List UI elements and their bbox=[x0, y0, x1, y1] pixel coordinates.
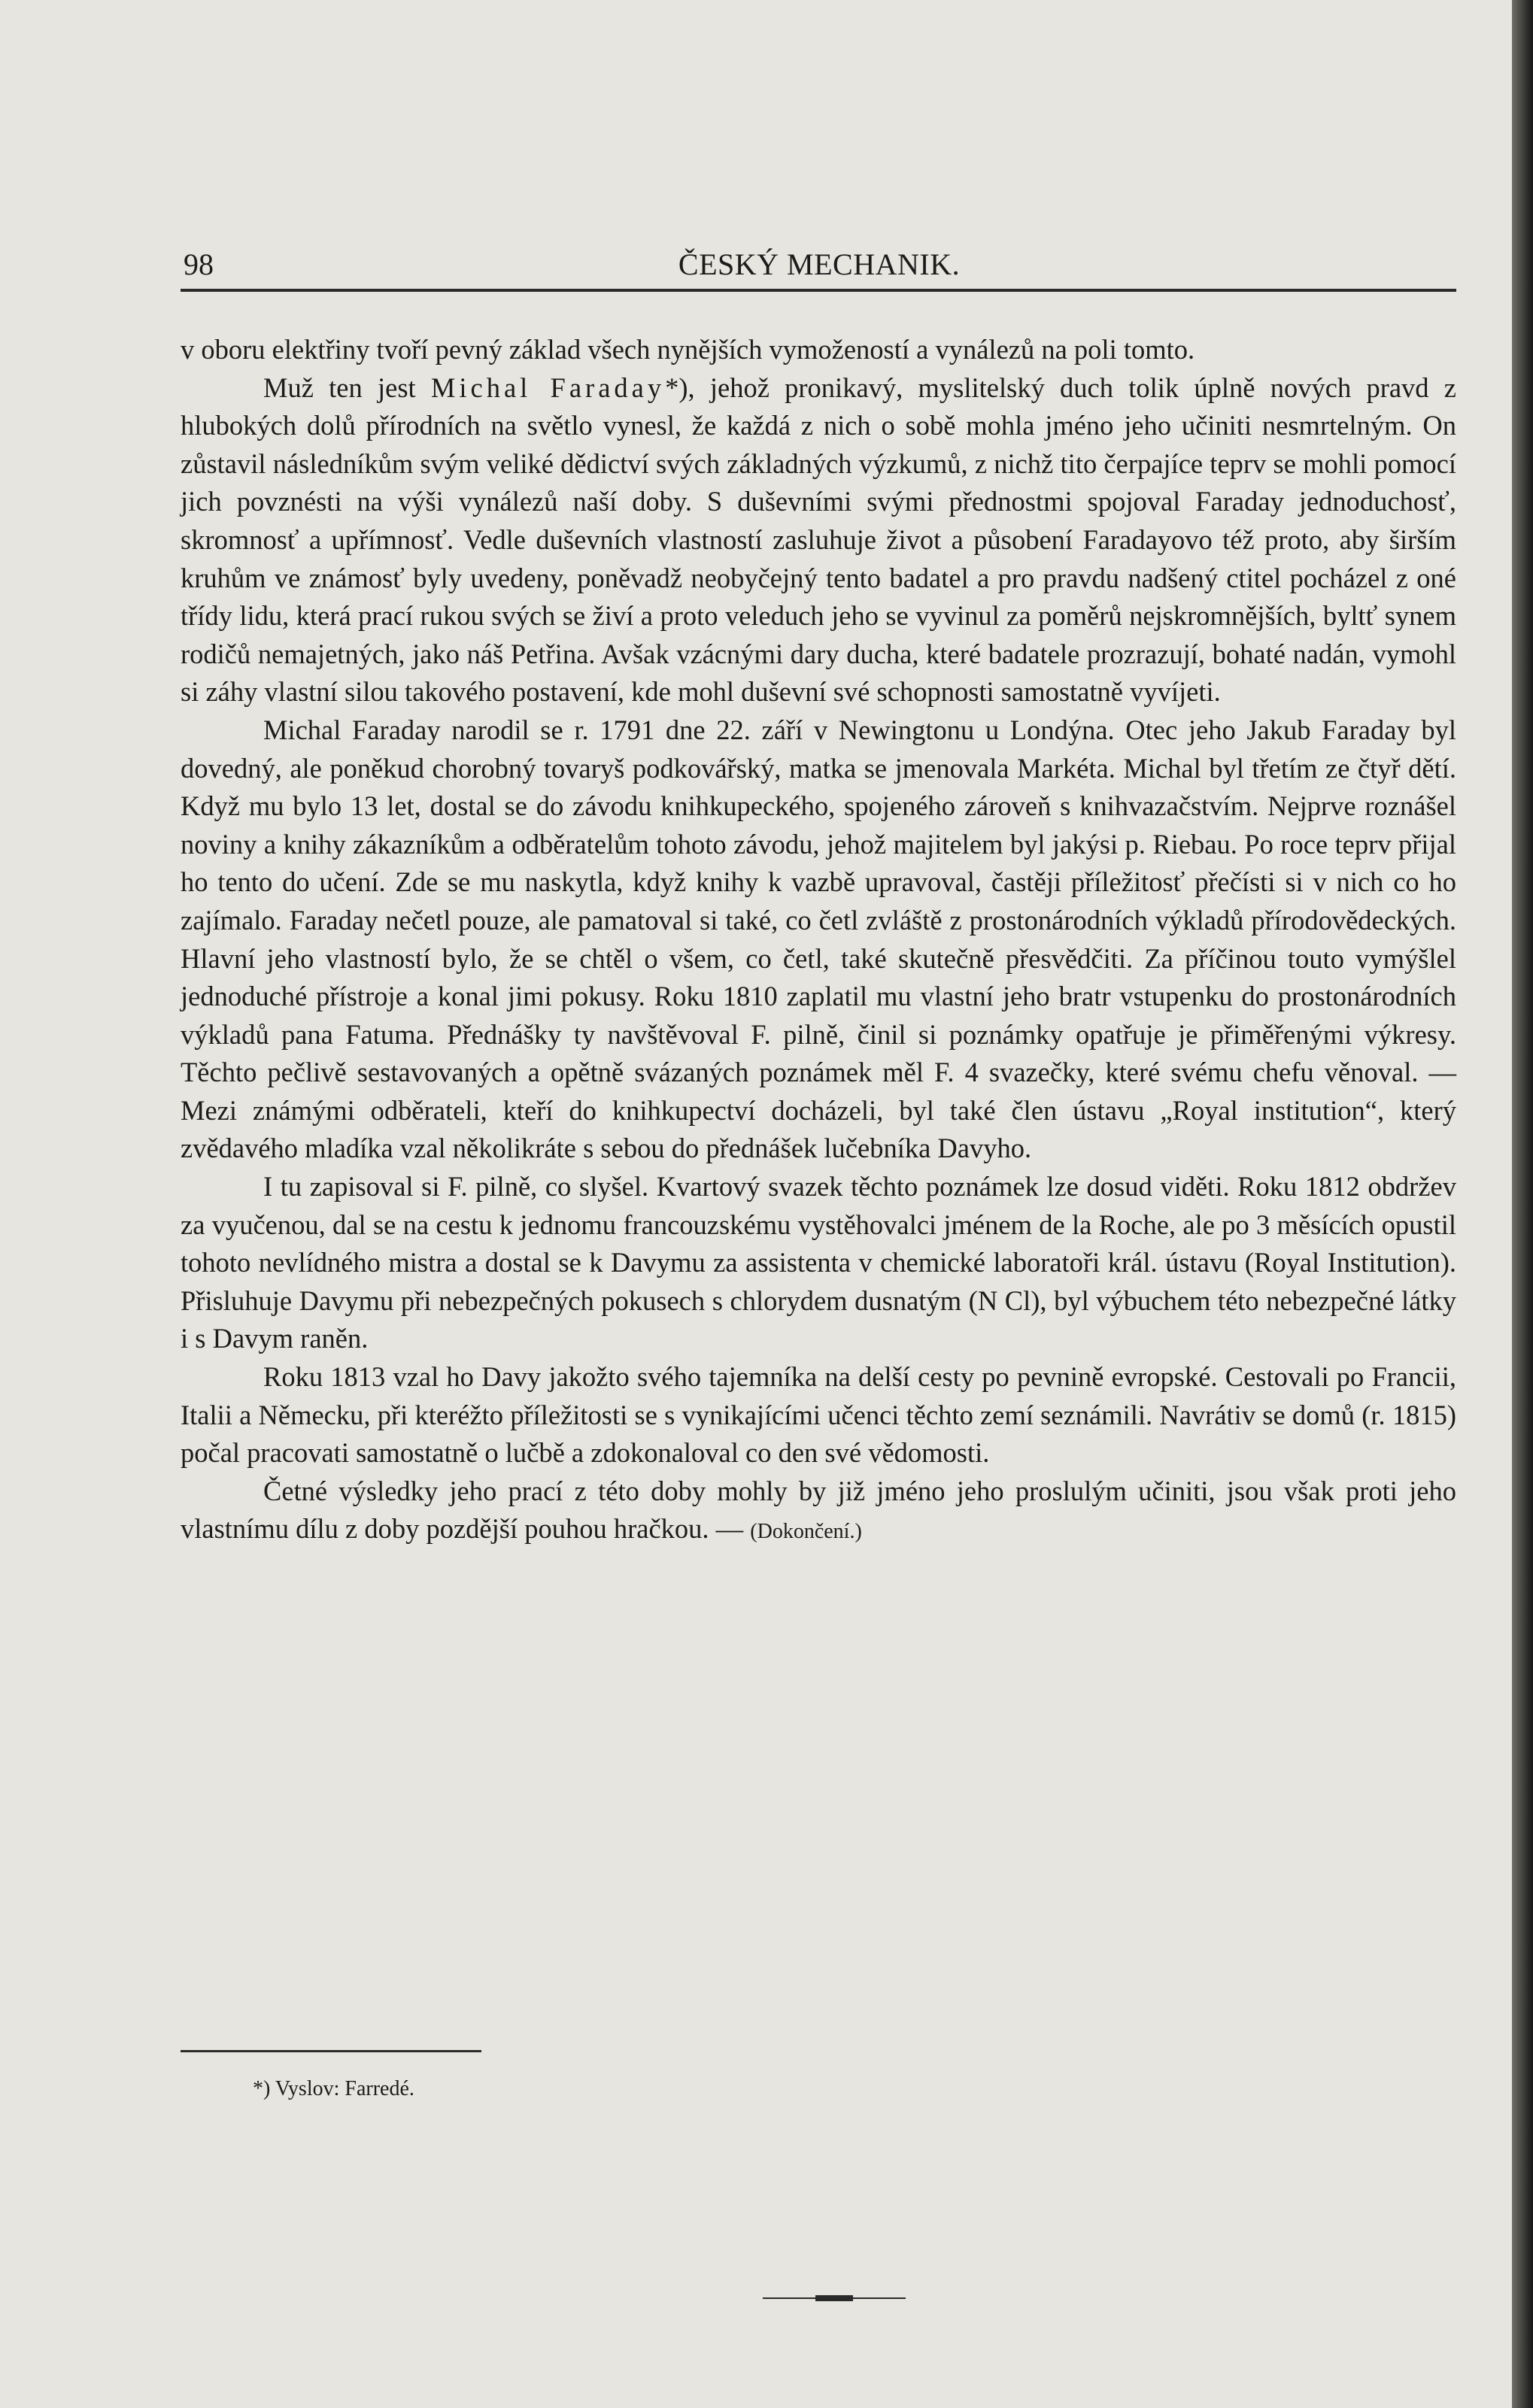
paragraph bbox=[181, 1168, 1456, 1358]
name-emphasis: Michal Faraday bbox=[430, 372, 666, 403]
paragraph-text: Michal Faraday narodil se r. 1791 dne 22. září v Newingtonu u Londýna. Otec jeho Jakub Faraday byl dovedný, ale poněkud chorobný tovaryš podkovářský, matka se jmenovala Markéta. Michal byl třetím ze čtyř dětí. Když mu bylo 13 let, dostal se do závodu knihkupeckého, spojeného zároveň s knihvazačstvím. Nejprve roznášel noviny a knihy zákazníkům a odběratelům tohoto závodu, jehož majitelem byl jakýsi p. Riebau. Po roce teprv přijal ho tento do učení. Zde se mu naskytla, když knihy k vazbě upravoval, častěji příležitosť přečísti si v nich co ho zajímalo. Faraday nečetl pouze, ale pamatoval si také, co četl zvláště z prostonárodních výkladů přírodovědeckých. Hlavní jeho vlastností bylo, že se chtěl o všem, co četl, také skutečně přesvědčiti. Za příčinou touto vymýšlel jednoduché přístroje a konal jimi pokusy. Roku 1810 zaplatil mu vlastní jeho bratr vstupenku do prostonárodních výkladů pana Fatuma. Přednášky ty navštěvoval F. pilně, činil si poznámky opatřuje je přiměřenými výkresy. Těchto pečlivě sestavovaných a opětně svázaných poznámek měl F. 4 svazečky, které svému chefu věnoval. — Mezi známými odběrateli, kteří do knihkupectví docházeli, byl také člen ústavu „Royal institution“, který zvědavého mladíka vzal několikráte s sebou do přednášek lučebníka Davyho. bbox=[181, 714, 1456, 1164]
page-number: 98 bbox=[184, 247, 214, 281]
paragraph bbox=[181, 711, 1456, 1168]
journal-title: ČESKÝ MECHANIK. bbox=[678, 247, 961, 281]
paragraph bbox=[181, 331, 1456, 369]
paragraph-text: *), jehož pronikavý, myslitelský duch tolik úplně nových pravd z hlubokých dolů přírodních na světlo vynesl, že každá z nich o sobě mohla jméno jeho učiniti nesmrtelným. On zůstavil následníkům svým veliké dědictví svých základných výzkumů, z nichž tito čerpajíce teprv se mohli pomocí jich povznésti na výši vynálezů naší doby. S duševními svými přednostmi spojoval Faraday jednoduchosť, skromnosť a upřímnosť. Vedle duševních vlastností zasluhuje život a působení Faradayovo též proto, aby širším kruhům ve známosť byly uvedeny, poněvadž neobyčejný tento badatel a pro pravdu nadšený ctitel pocházel z oné třídy lidu, která prací rukou svých se živí a proto veleduch jeho se vyvinul za poměrů nejskromnějších, byltť synem rodičů nemajetných, jako náš Petřina. Avšak vzácnými dary ducha, které badatele prozrazují, bohaté nadán, vymohl si záhy vlastní silou takového postavení, kde mohl duševní své schopnosti samostatně vyvíjeti. bbox=[181, 372, 1456, 708]
paragraph-text: Četné výsledky jeho prací z této doby mohly by již jméno jeho proslulým učiniti, jsou však proti jeho vlastnímu dílu z doby pozdější pouhou hračkou. — bbox=[181, 1475, 1456, 1545]
paragraph bbox=[181, 369, 1456, 711]
paragraph-text: Roku 1813 vzal ho Davy jakožto svého tajemníka na delší cesty po pevnině evropské. Cestovali po Francii, Italii a Německu, při kteréžto příležitosti se s vynikajícími učenci těchto zemí seznámili. Navrátiv se domů (r. 1815) počal pracovati samostatně o lučbě a zdokonaloval co den své vědomosti. bbox=[181, 1361, 1456, 1469]
paragraph-text: v oboru elektřiny tvoří pevný základ všech nynějších vymožeností a vynálezů na poli tomto. bbox=[181, 334, 1195, 365]
paragraph bbox=[181, 1358, 1456, 1472]
end-ornament bbox=[763, 2294, 906, 2303]
running-head bbox=[184, 241, 1455, 286]
article-body bbox=[181, 331, 1456, 1551]
footnote: *) Vyslov: Farredé. bbox=[253, 2077, 414, 2100]
continuation-note: (Dokončení.) bbox=[750, 1520, 862, 1544]
scan-edge-shadow bbox=[1512, 0, 1533, 2408]
paragraph-text: I tu zapisoval si F. pilně, co slyšel. Kvartový svazek těchto poznámek lze dosud viděti. Roku 1812 obdržev za vyučenou, dal se na cestu k jednomu francouzskému vystěhovalci jménem de la Roche, ale po 3 měsících opustil tohoto nevlídného mistra a dostal se k Davymu za assistenta v chemické laboratoři král. ústavu (Royal Institution). Přisluhuje Davymu při nebezpečných pokusech s chlorydem dusnatým (N Cl), byl výbuchem této nebezpečné látky i s Davym raněn. bbox=[181, 1171, 1456, 1354]
paragraph bbox=[181, 1472, 1456, 1551]
footnote-rule bbox=[181, 2050, 481, 2052]
paragraph-text: Muž ten jest bbox=[263, 372, 431, 403]
header-rule bbox=[181, 289, 1456, 292]
